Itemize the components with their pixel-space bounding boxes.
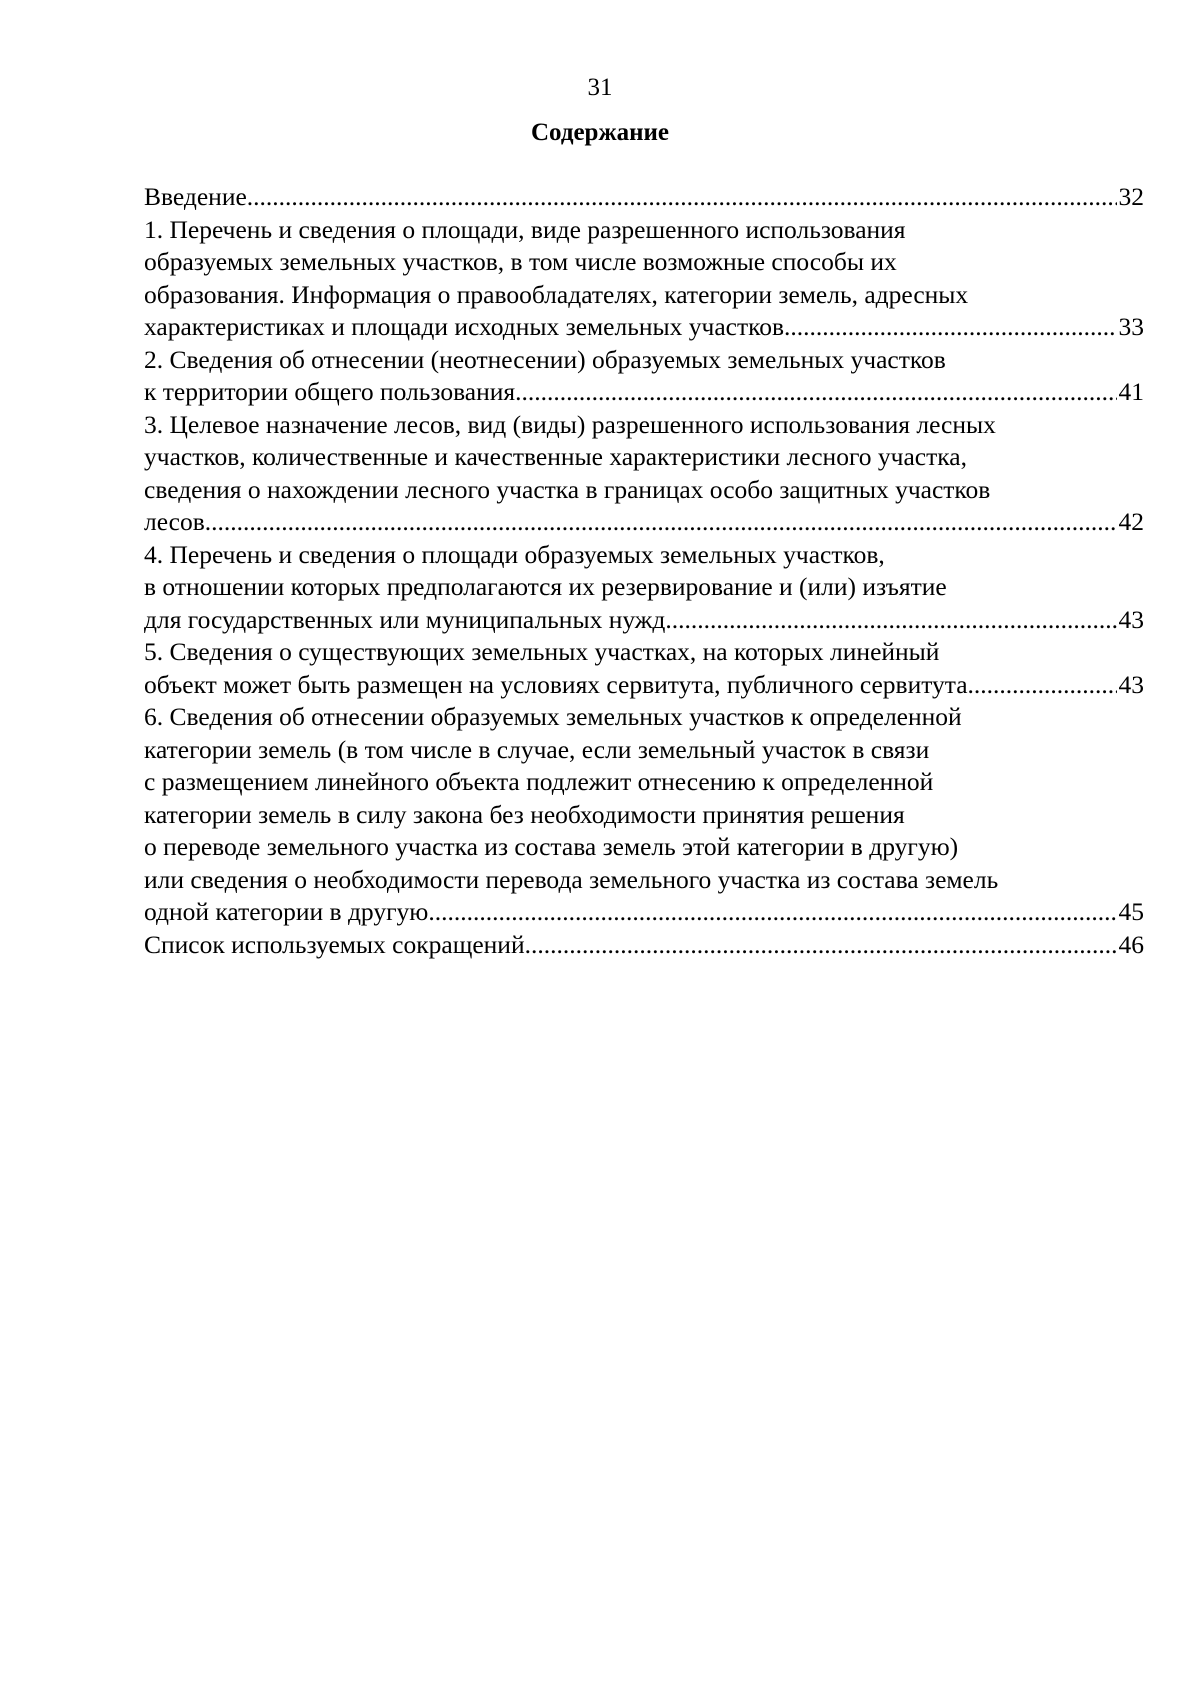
toc-entry-title: с размещением линейного объекта подлежит отнесению к определенной	[144, 767, 934, 796]
toc-entry-title: 3. Целевое назначение лесов, вид (виды) разрешенного использования лесных	[144, 409, 996, 439]
toc-entry-title: сведения о нахождении лесного участка в границах особо защитных участков	[144, 474, 991, 504]
toc-leader-dots	[247, 181, 1117, 214]
toc-entry-title: о переводе земельного участка из состава земель этой категории в другую)	[144, 832, 959, 861]
toc-entry-introduction[interactable]	[144, 181, 1144, 214]
toc-entry-section-1[interactable]	[144, 214, 1144, 344]
toc-line	[144, 344, 1144, 377]
toc-leader-dots	[784, 311, 1116, 344]
toc-leader-dots	[205, 506, 1117, 539]
toc-entry-section-2[interactable]	[144, 344, 1144, 409]
toc-leader-dots	[665, 604, 1116, 637]
toc-line	[144, 214, 1144, 247]
toc-line	[144, 474, 1144, 507]
toc-leader-dots	[428, 896, 1116, 929]
toc-line	[144, 311, 1144, 344]
toc-entry-title: в отношении которых предполагаются их резервирование и (или) изъятие	[144, 572, 947, 601]
toc-entry-section-3[interactable]	[144, 409, 1144, 539]
toc-entry-title: характеристиках и площади исходных земельных участков	[144, 312, 785, 341]
toc-line	[144, 799, 1144, 832]
toc-entry-title: для государственных или муниципальных нужд	[144, 604, 666, 634]
toc-line	[144, 701, 1144, 734]
toc-line	[144, 246, 1144, 279]
toc-line	[144, 441, 1144, 474]
toc-line	[144, 181, 1144, 214]
toc-page-number: 32	[1118, 182, 1144, 211]
page-title: Содержание	[530, 119, 669, 146]
toc-entry-title: образования. Информация о правообладателях, категории земель, адресных	[144, 279, 969, 309]
toc-entry-title: или сведения о необходимости перевода земельного участка из состава земель	[144, 864, 999, 894]
toc-entry-section-6[interactable]	[144, 701, 1144, 929]
toc-line	[144, 604, 1144, 637]
toc-leader-dots	[525, 929, 1117, 962]
toc-entry-title: Введение	[144, 182, 247, 211]
toc-page-number: 43	[1118, 669, 1144, 699]
toc-line	[144, 734, 1144, 767]
toc-entry-title: лесов	[144, 507, 205, 536]
toc-line	[144, 539, 1144, 572]
toc-line	[144, 571, 1144, 604]
toc-entry-title: 6. Сведения об отнесении образуемых земельных участков к определенной	[144, 702, 962, 731]
toc-entry-section-4[interactable]	[144, 539, 1144, 637]
toc-entry-title: образуемых земельных участков, в том числе возможные способы их	[144, 247, 897, 276]
toc-entry-title: к территории общего пользования	[144, 377, 516, 406]
toc-page-number: 41	[1118, 377, 1144, 406]
toc-page-number: 42	[1118, 507, 1144, 536]
toc-entry-title: 2. Сведения об отнесении (неотнесении) образуемых земельных участков	[144, 344, 946, 374]
toc-entry-title: категории земель (в том числе в случае, если земельный участок в связи	[144, 734, 930, 764]
toc-page-number: 43	[1118, 604, 1144, 634]
toc-line	[144, 896, 1144, 929]
toc-entry-abbreviations[interactable]	[144, 929, 1144, 962]
toc-entry-title: 1. Перечень и сведения о площади, виде разрешенного использования	[144, 214, 906, 244]
toc-line	[144, 506, 1144, 539]
toc-entry-title: категории земель в силу закона без необходимости принятия решения	[144, 799, 905, 829]
toc-page-number: 45	[1118, 897, 1144, 926]
toc-line	[144, 636, 1144, 669]
toc-line	[144, 864, 1144, 897]
toc-line	[144, 376, 1144, 409]
table-of-contents	[144, 181, 1144, 961]
toc-entry-title: одной категории в другую	[144, 897, 429, 926]
toc-entry-title: участков, количественные и качественные характеристики лесного участка,	[144, 442, 967, 471]
toc-line	[144, 831, 1144, 864]
toc-page-number: 46	[1118, 929, 1144, 959]
toc-line	[144, 279, 1144, 312]
toc-entry-title: 5. Сведения о существующих земельных участках, на которых линейный	[144, 637, 940, 666]
page-number: 31	[587, 74, 613, 101]
toc-line	[144, 409, 1144, 442]
toc-line	[144, 766, 1144, 799]
toc-page-number: 33	[1118, 312, 1144, 341]
toc-line	[144, 929, 1144, 962]
toc-leader-dots	[515, 376, 1116, 409]
toc-entry-section-5[interactable]	[144, 636, 1144, 701]
toc-entry-title: объект может быть размещен на условиях сервитута, публичного сервитута	[144, 669, 968, 699]
toc-entry-title: 4. Перечень и сведения о площади образуемых земельных участков,	[144, 539, 885, 569]
toc-entry-title: Список используемых сокращений	[144, 929, 525, 959]
toc-line	[144, 669, 1144, 702]
toc-leader-dots	[968, 669, 1117, 702]
